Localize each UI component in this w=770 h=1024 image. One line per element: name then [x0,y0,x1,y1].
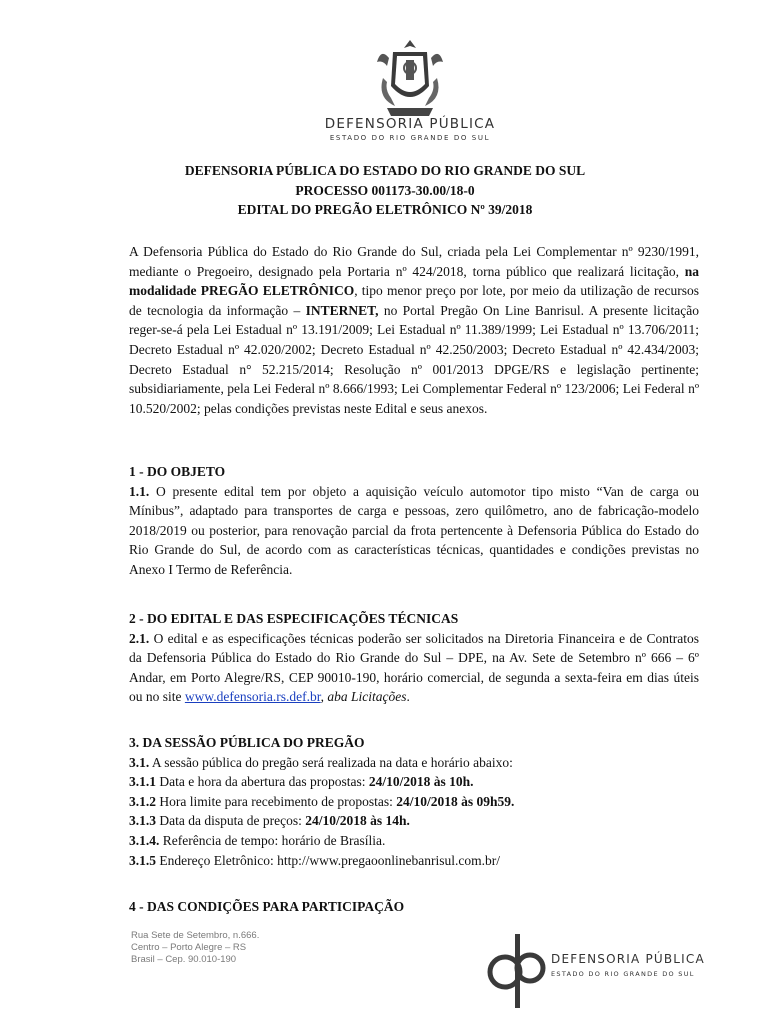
section-condicoes [129,897,699,917]
clause-number: 3.1.1 [129,774,156,790]
clause-number: 3.1.3 [129,813,156,829]
address-line: Rua Sete de Setembro, n.666. [131,930,260,941]
list-item [129,851,699,871]
clause-number: 3.1.2 [129,793,156,809]
clause-bold: 24/10/2018 às 09h59. [396,793,515,809]
clause-text: Referência de tempo: horário de Brasília. [159,832,386,848]
section-heading: 1 - DO OBJETO [129,464,226,479]
clause-text: O edital e as especificações técnicas poderão ser solicitados na Diretoria Financeira e de Contratos da Defensoria Pública do Estado do Rio Grande do Sul – DPE, na Av. Sete de Setembro nº 666 – 6º Andar, em Porto Alegre/RS, CEP 90010-190, horário comercial, de segunda a sexta-feira em dias úteis ou no site [129,630,699,705]
coat-of-arms-icon [375,38,445,120]
intro-text: no Portal Pregão On Line Banrisul. A presente licitação reger-se-á pela Lei Estadual nº 13.191/2009; Lei Estadual nº 11.389/1999; Lei Estadual nº 13.706/2011; Decreto Estadual nº 42.020/2002; Decreto Estadual nº 42.250/2003; Decreto Estadual nº 42.434/2003; Decreto Estadual n° 52.215/2014; Resolução nº 001/2013 DPGE/RS e legislação pertinente; subsidiariamente, pela Lei Federal nº 8.666/1993; Lei Complementar Federal nº 123/2006; Lei Federal nº 10.520/2002; pelas condições previstas neste Edital e seus anexos. [129,302,699,416]
logo-name: DEFENSORIA PÚBLICA [324,116,496,132]
clause-number: 3.1.5 [129,852,156,868]
clause-bold: 24/10/2018 às 10h. [368,774,474,790]
intro-bold: INTERNET, [305,302,379,318]
title-line: PROCESSO 001173-30.00/18-0 [295,182,475,198]
section-heading: 3. DA SESSÃO PÚBLICA DO PREGÃO [129,735,365,750]
footer-logo-name: DEFENSORIA PÚBLICA [551,952,705,966]
list-item [129,811,699,831]
clause-text: Hora limite para recebimento de propostas: [156,793,397,809]
list-item [129,831,699,851]
intro-bold: na modalidade PREGÃO ELETRÔNICO [129,263,699,299]
clause-number: 2.1. [129,630,150,646]
clause-text: Endereço Eletrônico: http://www.pregaoonlinebanrisul.com.br/ [156,852,501,868]
clause-number: 1.1. [129,483,150,499]
footer-logo-subtitle: ESTADO DO RIO GRANDE DO SUL [551,970,695,978]
clause-text: Data e hora da abertura das propostas: [156,774,369,790]
section-sessao [129,733,699,870]
list-item [129,772,699,792]
list-item [129,792,699,812]
intro-paragraph [129,242,699,418]
footer-logo [485,928,715,1008]
title-line: EDITAL DO PREGÃO ELETRÔNICO Nº 39/2018 [237,202,533,217]
header-logo [310,38,510,150]
website-link[interactable]: www.defensoria.rs.def.br [184,689,321,705]
clause-text: O presente edital tem por objeto a aquisição veículo automotor tipo misto “Van de carga ou Mínibus”, adaptado para transportes de carga e pessoas, zero quilômetro, ano de fabricação-modelo 2018/2019 ou posterior, para renovação parcial da frota pertencente à Defensoria Pública do Estado do Rio Grande do Sul, de acordo com as características técnicas, quantidades e condições previstas no Anexo I Termo de Referência. [129,483,699,577]
clause-end: . [406,689,410,705]
intro-text: A Defensoria Pública do Estado do Rio Grande do Sul, criada pela Lei Complementar nº 9230/1991, mediante o Pregoeiro, designado pela Portaria nº 424/2018, torna público que realizará licitação, [129,244,699,279]
clause-italic: aba Licitações [327,689,407,705]
clause-text: Data da disputa de preços: [156,813,306,829]
section-objeto [129,462,699,580]
clause-separator: , [320,689,328,705]
section-edital [129,609,699,707]
clause-number: 3.1. [129,754,150,770]
clause-text: A sessão pública do pregão será realizada na data e horário abaixo: [149,754,513,770]
intro-text: , tipo menor preço por lote, por meio da utilização de recursos de tecnologia da informação – [129,283,699,318]
section-heading: 2 - DO EDITAL E DAS ESPECIFICAÇÕES TÉCNICAS [129,611,459,626]
logo-subtitle: ESTADO DO RIO GRANDE DO SUL [329,134,491,142]
document-title [0,161,770,220]
dp-logo-icon [485,928,547,1008]
clause-bold: 24/10/2018 às 14h. [305,813,410,829]
address-line: Centro – Porto Alegre – RS [131,942,247,953]
title-line: DEFENSORIA PÚBLICA DO ESTADO DO RIO GRANDE DO SUL [184,163,586,178]
address-line: Brasil – Cep. 90.010-190 [131,954,237,965]
section-heading: 4 - DAS CONDIÇÕES PARA PARTICIPAÇÃO [129,899,405,914]
footer-address [131,930,259,966]
clause-number: 3.1.4. [129,832,160,848]
list-item [129,753,699,773]
